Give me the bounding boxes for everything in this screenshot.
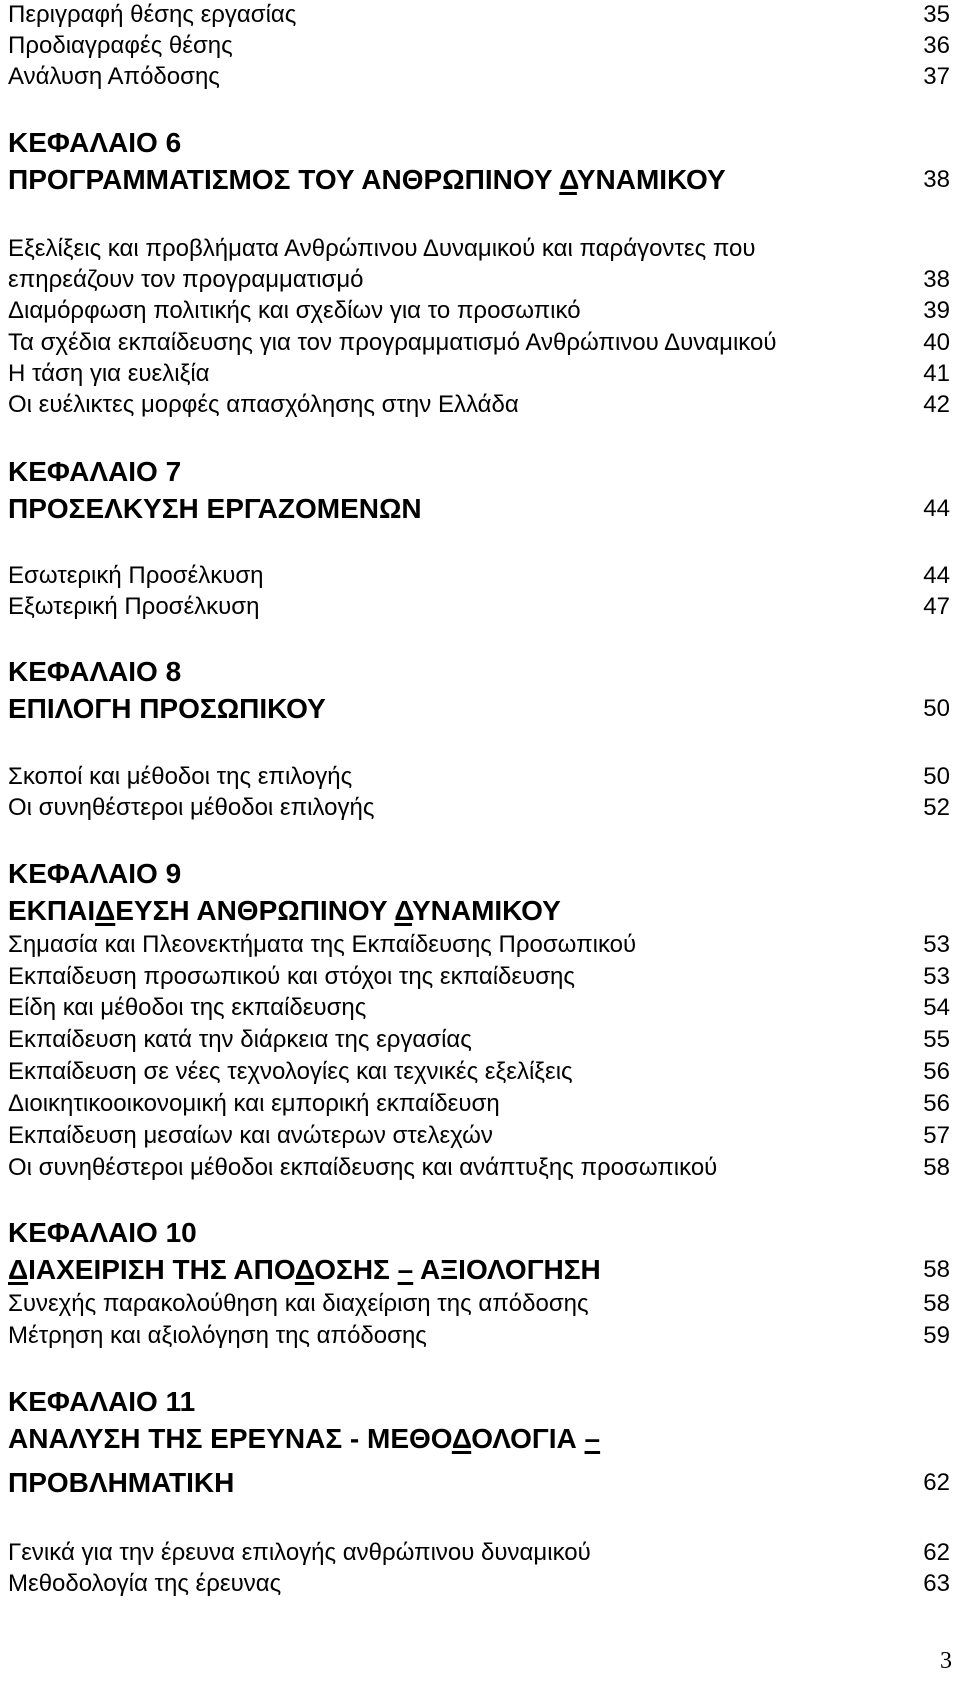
toc-entry bbox=[8, 762, 950, 792]
toc-entry-title: Προδιαγραφές θέσης bbox=[8, 32, 233, 59]
toc-entry-title: Ανάλυση Απόδοσης bbox=[8, 63, 220, 90]
toc-entry-title: Είδη και μέθοδοι της εκπαίδευσης bbox=[8, 994, 367, 1021]
toc-entry-page: 47 bbox=[923, 593, 950, 620]
toc-entry-title: Οι συνηθέστεροι μέθοδοι εκπαίδευσης και ανάπτυξης προσωπικού bbox=[8, 1154, 718, 1181]
toc-entry-page: 62 bbox=[923, 1539, 950, 1566]
toc-entry-title: Οι ευέλικτες μορφές απασχόλησης στην Ελλάδα bbox=[8, 391, 519, 418]
toc-entry-page: 44 bbox=[923, 562, 950, 589]
chapter-heading bbox=[8, 1424, 950, 1454]
chapter-7-page: 44 bbox=[923, 495, 950, 522]
toc-entry bbox=[8, 328, 950, 358]
toc-entry-page: 40 bbox=[923, 329, 950, 356]
chapter-9-title: ΕΚΠΑΙΔΕΥΣΗ ΑΝΘΡΩΠΙΝΟΥ ΔΥΝΑΜΙΚΟΥ bbox=[8, 896, 561, 926]
toc-entry-title: Συνεχής παρακολούθηση και διαχείριση της απόδοσης bbox=[8, 1290, 589, 1317]
chapter-10-title: ΔΙΑΧΕΙΡΙΣΗ ΤΗΣ ΑΠΟΔΟΣΗΣ – ΑΞΙΟΛΟΓΗΣΗ bbox=[8, 1255, 601, 1285]
chapter-label bbox=[8, 128, 950, 158]
toc-entry-title: Η τάση για ευελιξία bbox=[8, 360, 210, 387]
chapter-heading-cont bbox=[8, 1468, 950, 1498]
chapter-6-label: ΚΕΦΑΛΑΙΟ 6 bbox=[8, 128, 182, 158]
toc-entry bbox=[8, 1538, 950, 1568]
toc-entry-page: 59 bbox=[923, 1322, 950, 1349]
toc-entry-page: 36 bbox=[923, 32, 950, 59]
chapter-7-label: ΚΕΦΑΛΑΙΟ 7 bbox=[8, 457, 182, 487]
toc-entry-page: 39 bbox=[923, 297, 950, 324]
toc-entry-page: 54 bbox=[923, 994, 950, 1021]
toc-entry bbox=[8, 296, 950, 326]
toc-entry-page: 41 bbox=[923, 360, 950, 387]
toc-entry bbox=[8, 234, 950, 264]
toc-entry-page: 63 bbox=[923, 1570, 950, 1597]
toc-entry bbox=[8, 1289, 950, 1319]
chapter-label bbox=[8, 1218, 950, 1248]
toc-entry-title: Σκοποί και μέθοδοι της επιλογής bbox=[8, 763, 353, 790]
chapter-7-title: ΠΡΟΣΕΛΚΥΣΗ ΕΡΓΑΖΟΜΕΝΩΝ bbox=[8, 494, 422, 524]
toc-entry-page: 53 bbox=[923, 963, 950, 990]
chapter-8-title: ΕΠΙΛΟΓΗ ΠΡΟΣΩΠΙΚΟΥ bbox=[8, 694, 326, 724]
toc-entry bbox=[8, 1321, 950, 1351]
toc-entry-page: 52 bbox=[923, 794, 950, 821]
chapter-heading bbox=[8, 1255, 950, 1285]
chapter-label bbox=[8, 1387, 950, 1417]
toc-entry-page: 58 bbox=[923, 1290, 950, 1317]
chapter-label bbox=[8, 657, 950, 687]
toc-entry-page: 56 bbox=[923, 1090, 950, 1117]
toc-entry bbox=[8, 962, 950, 992]
toc-entry bbox=[8, 1569, 950, 1599]
toc-entry-page: 38 bbox=[923, 266, 950, 293]
toc-entry bbox=[8, 1025, 950, 1055]
toc-entry bbox=[8, 359, 950, 389]
toc-entry bbox=[8, 793, 950, 823]
chapter-10-label: ΚΕΦΑΛΑΙΟ 10 bbox=[8, 1218, 197, 1248]
chapter-heading bbox=[8, 694, 950, 724]
chapter-10-page: 58 bbox=[923, 1256, 950, 1283]
toc-entry-title: Εκπαίδευση σε νέες τεχνολογίες και τεχνικές εξελίξεις bbox=[8, 1058, 573, 1085]
chapter-heading bbox=[8, 896, 950, 926]
chapter-6-title: ΠΡΟΓΡΑΜΜΑΤΙΣΜΟΣ ΤΟΥ ΑΝΘΡΩΠΙΝΟΥ ΔΥΝΑΜΙΚΟΥ bbox=[8, 165, 726, 195]
toc-entry-title: Τα σχέδια εκπαίδευσης για τον προγραμματισμό Ανθρώπινου Δυναμικού bbox=[8, 329, 777, 356]
toc-entry-title: Διαμόρφωση πολιτικής και σχεδίων για το προσωπικό bbox=[8, 297, 581, 324]
chapter-9-label: ΚΕΦΑΛΑΙΟ 9 bbox=[8, 859, 182, 889]
toc-entry-title: Εκπαίδευση μεσαίων και ανώτερων στελεχών bbox=[8, 1122, 493, 1149]
toc-entry-page: 42 bbox=[923, 391, 950, 418]
chapter-6-page: 38 bbox=[923, 166, 950, 193]
toc-entry-page: 50 bbox=[923, 763, 950, 790]
chapter-11-page: 62 bbox=[923, 1469, 950, 1496]
toc-entry-title: Εσωτερική Προσέλκυση bbox=[8, 562, 264, 589]
chapter-11-title: ΑΝΑΛΥΣΗ ΤΗΣ ΕΡΕΥΝΑΣ - ΜΕΘΟΔΟΛΟΓΙΑ – bbox=[8, 1424, 601, 1454]
toc-entry-title: Οι συνηθέστεροι μέθοδοι επιλογής bbox=[8, 794, 375, 821]
toc-entry-page: 53 bbox=[923, 931, 950, 958]
toc-entry bbox=[8, 1153, 950, 1183]
chapter-label bbox=[8, 457, 950, 487]
chapter-11-label: ΚΕΦΑΛΑΙΟ 11 bbox=[8, 1387, 196, 1417]
toc-entry bbox=[8, 930, 950, 960]
toc-entry-page: 37 bbox=[923, 63, 950, 90]
toc-entry bbox=[8, 390, 950, 420]
toc-entry-title: Εξελίξεις και προβλήματα Ανθρώπινου Δυναμικού και παράγοντες που bbox=[8, 235, 756, 262]
toc-entry-page: 35 bbox=[923, 1, 950, 28]
toc-entry-title: Μεθοδολογία της έρευνας bbox=[8, 1570, 282, 1597]
toc-entry-title: Εκπαίδευση προσωπικού και στόχοι της εκπαίδευσης bbox=[8, 963, 575, 990]
page-number: 3 bbox=[940, 1648, 952, 1674]
toc-entry bbox=[8, 1121, 950, 1151]
chapter-8-page: 50 bbox=[923, 695, 950, 722]
chapter-heading bbox=[8, 494, 950, 524]
chapter-8-label: ΚΕΦΑΛΑΙΟ 8 bbox=[8, 657, 182, 687]
toc-entry-page: 58 bbox=[923, 1154, 950, 1181]
toc-entry-title: Εκπαίδευση κατά την διάρκεια της εργασίας bbox=[8, 1026, 472, 1053]
toc-entry bbox=[8, 0, 950, 30]
toc-entry bbox=[8, 1089, 950, 1119]
toc-entry bbox=[8, 993, 950, 1023]
toc-entry bbox=[8, 592, 950, 622]
toc-entry-title: Περιγραφή θέσης εργασίας bbox=[8, 1, 297, 28]
chapter-label bbox=[8, 859, 950, 889]
toc-entry-title: Μέτρηση και αξιολόγηση της απόδοσης bbox=[8, 1322, 427, 1349]
toc-entry-page: 55 bbox=[923, 1026, 950, 1053]
toc-entry bbox=[8, 1057, 950, 1087]
chapter-11-title-line2: ΠΡΟΒΛΗΜΑΤΙΚΗ bbox=[8, 1468, 235, 1498]
toc-entry-title: Εξωτερική Προσέλκυση bbox=[8, 593, 260, 620]
toc-entry-page: 57 bbox=[923, 1122, 950, 1149]
toc-entry-title: Διοικητικοοικονομική και εμπορική εκπαίδευση bbox=[8, 1090, 500, 1117]
toc-entry-page: 56 bbox=[923, 1058, 950, 1085]
toc-entry-title: Σημασία και Πλεονεκτήματα της Εκπαίδευσης Προσωπικού bbox=[8, 931, 637, 958]
toc-entry bbox=[8, 265, 950, 295]
toc-entry-title: επηρεάζουν τον προγραμματισμό bbox=[8, 266, 364, 293]
toc-entry bbox=[8, 62, 950, 92]
toc-entry-title: Γενικά για την έρευνα επιλογής ανθρώπινου δυναμικού bbox=[8, 1539, 591, 1566]
chapter-heading bbox=[8, 165, 950, 195]
toc-entry bbox=[8, 561, 950, 591]
toc-entry bbox=[8, 31, 950, 61]
